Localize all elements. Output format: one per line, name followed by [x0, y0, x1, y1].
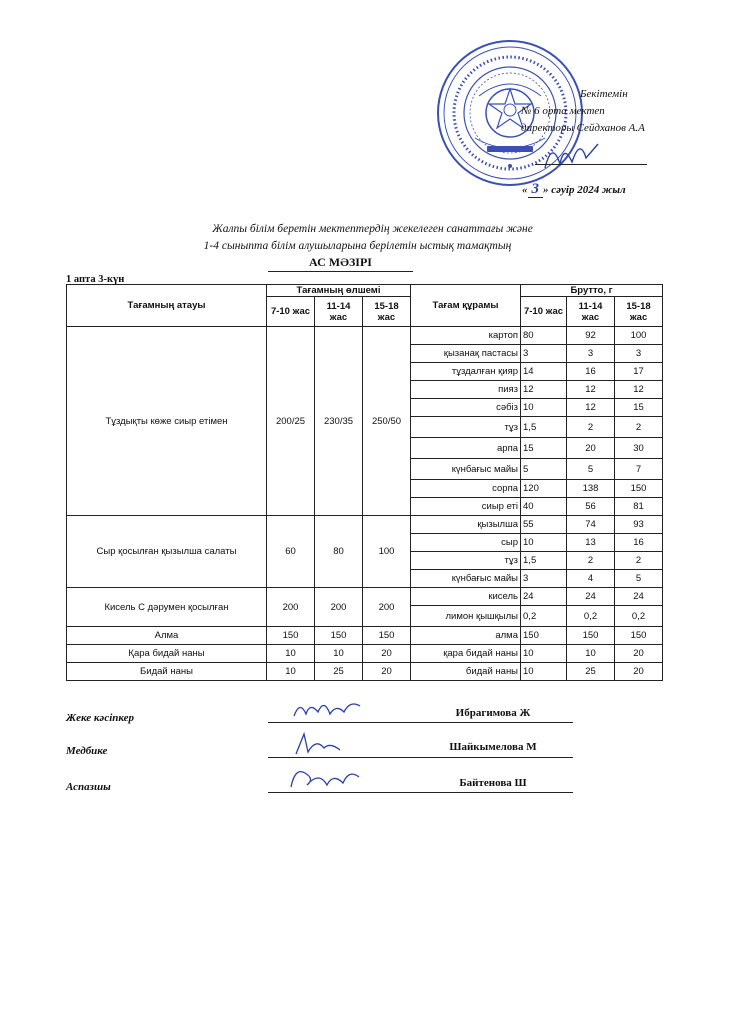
brutto-age3: 7: [615, 459, 663, 480]
brutto-age3: 0,2: [615, 606, 663, 627]
brutto-age1: 150: [521, 627, 567, 645]
header-portion-age3: 15-18 жас: [363, 297, 411, 327]
brutto-age1: 1,5: [521, 552, 567, 570]
brutto-age2: 16: [567, 363, 615, 381]
document-title-line1: Жалпы білім беретін мектептердің жекелеген санаттағы және: [212, 223, 533, 235]
header-portion-age2: 11-14 жас: [315, 297, 363, 327]
brutto-age3: 20: [615, 645, 663, 663]
approval-director: директоры Сейдханов А.А: [521, 122, 645, 134]
ingredient-name: қызылша: [411, 516, 521, 534]
name-line-entrepreneur: [413, 722, 573, 723]
table-row: [67, 588, 663, 606]
brutto-age1: 0,2: [521, 606, 567, 627]
portion-age2: 80: [315, 516, 363, 588]
header-portion: Тағамның өлшемі: [267, 285, 411, 297]
ingredient-name: алма: [411, 627, 521, 645]
brutto-age3: 2: [615, 417, 663, 438]
brutto-age1: 40: [521, 498, 567, 516]
brutto-age1: 24: [521, 588, 567, 606]
signature-name-nurse: Шайкымелова М: [449, 741, 537, 753]
brutto-age2: 2: [567, 417, 615, 438]
brutto-age2: 20: [567, 438, 615, 459]
header-portion-age1: 7-10 жас: [267, 297, 315, 327]
cook-signature: [285, 765, 365, 793]
nurse-signature: [290, 730, 350, 758]
brutto-age2: 4: [567, 570, 615, 588]
dish-name: Қара бидай наны: [67, 645, 267, 663]
dish-name: Сыр қосылған қызылша салаты: [67, 516, 267, 588]
brutto-age1: 5: [521, 459, 567, 480]
brutto-age1: 10: [521, 663, 567, 681]
brutto-age1: 10: [521, 645, 567, 663]
portion-age1: 200/25: [267, 327, 315, 516]
ingredient-name: лимон қышқылы: [411, 606, 521, 627]
menu-table: [66, 284, 663, 681]
signature-line-cook: [268, 792, 415, 793]
brutto-age2: 25: [567, 663, 615, 681]
brutto-age1: 10: [521, 534, 567, 552]
header-brutto: Брутто, г: [521, 285, 663, 297]
ingredient-name: сорпа: [411, 480, 521, 498]
brutto-age2: 3: [567, 345, 615, 363]
signature-role-entrepreneur: Жеке кәсіпкер: [66, 712, 135, 724]
brutto-age1: 1,5: [521, 417, 567, 438]
brutto-age2: 138: [567, 480, 615, 498]
portion-age1: 200: [267, 588, 315, 627]
brutto-age3: 5: [615, 570, 663, 588]
portion-age3: 200: [363, 588, 411, 627]
portion-age1: 150: [267, 627, 315, 645]
ingredient-name: тұздалған қияр: [411, 363, 521, 381]
brutto-age3: 93: [615, 516, 663, 534]
brutto-age1: 15: [521, 438, 567, 459]
brutto-age2: 5: [567, 459, 615, 480]
signature-name-cook: Байтенова Ш: [459, 777, 527, 789]
brutto-age1: 80: [521, 327, 567, 345]
ingredient-name: сәбіз: [411, 399, 521, 417]
table-row: [67, 627, 663, 645]
portion-age2: 230/35: [315, 327, 363, 516]
brutto-age3: 20: [615, 663, 663, 681]
brutto-age3: 150: [615, 627, 663, 645]
brutto-age2: 2: [567, 552, 615, 570]
ingredient-name: күнбағыс майы: [411, 570, 521, 588]
brutto-age1: 3: [521, 570, 567, 588]
ingredient-name: тұз: [411, 417, 521, 438]
portion-age3: 20: [363, 645, 411, 663]
brutto-age2: 12: [567, 399, 615, 417]
brutto-age3: 16: [615, 534, 663, 552]
brutto-age3: 150: [615, 480, 663, 498]
brutto-age1: 12: [521, 381, 567, 399]
brutto-age2: 0,2: [567, 606, 615, 627]
brutto-age2: 12: [567, 381, 615, 399]
dish-name: Кисель С дәрумен қосылған: [67, 588, 267, 627]
ingredient-name: кисель: [411, 588, 521, 606]
ingredient-name: сиыр еті: [411, 498, 521, 516]
brutto-age3: 2: [615, 552, 663, 570]
menu-body: [67, 327, 663, 681]
brutto-age1: 55: [521, 516, 567, 534]
portion-age1: 10: [267, 645, 315, 663]
brutto-age3: 100: [615, 327, 663, 345]
date-rest: » сәуір 2024 жыл: [543, 184, 626, 196]
header-brutto-age3: 15-18 жас: [615, 297, 663, 327]
brutto-age2: 24: [567, 588, 615, 606]
approval-school: № 6 орта мектеп: [521, 105, 605, 117]
approval-signature-line: [535, 164, 647, 165]
brutto-age3: 3: [615, 345, 663, 363]
portion-age3: 150: [363, 627, 411, 645]
portion-age2: 150: [315, 627, 363, 645]
brutto-age2: 10: [567, 645, 615, 663]
approval-heading: Бекітемін: [580, 88, 628, 100]
brutto-age1: 3: [521, 345, 567, 363]
header-dish: Тағамның атауы: [67, 285, 267, 327]
dish-name: Бидай наны: [67, 663, 267, 681]
ingredient-name: қызанақ пастасы: [411, 345, 521, 363]
approval-date: [522, 181, 626, 199]
brutto-age1: 14: [521, 363, 567, 381]
portion-age3: 250/50: [363, 327, 411, 516]
ingredient-name: тұз: [411, 552, 521, 570]
brutto-age1: 10: [521, 399, 567, 417]
brutto-age2: 74: [567, 516, 615, 534]
ingredient-name: қара бидай наны: [411, 645, 521, 663]
brutto-age3: 81: [615, 498, 663, 516]
signature-role-cook: Аспазшы: [66, 781, 111, 793]
brutto-age2: 92: [567, 327, 615, 345]
portion-age2: 25: [315, 663, 363, 681]
table-row: [67, 663, 663, 681]
portion-age1: 10: [267, 663, 315, 681]
brutto-age3: 15: [615, 399, 663, 417]
ingredient-name: арпа: [411, 438, 521, 459]
portion-age2: 10: [315, 645, 363, 663]
entrepreneur-signature: [290, 696, 370, 724]
ingredient-name: сыр: [411, 534, 521, 552]
signature-role-nurse: Медбике: [66, 745, 108, 757]
table-row: [67, 327, 663, 345]
ingredient-name: пияз: [411, 381, 521, 399]
brutto-age2: 13: [567, 534, 615, 552]
signature-line-entrepreneur: [268, 722, 415, 723]
brutto-age2: 56: [567, 498, 615, 516]
brutto-age3: 12: [615, 381, 663, 399]
date-open: «: [522, 184, 528, 196]
date-day: 3: [528, 181, 544, 198]
signature-line-nurse: [268, 757, 415, 758]
document-title-line2: 1-4 сыныпта білім алушыларына берілетін ыстық тамақтың: [203, 240, 512, 252]
director-signature: [540, 134, 610, 174]
brutto-age1: 120: [521, 480, 567, 498]
name-line-nurse: [413, 757, 573, 758]
dish-name: Алма: [67, 627, 267, 645]
week-day-label: 1 апта 3-күн: [66, 274, 125, 285]
brutto-age3: 24: [615, 588, 663, 606]
portion-age3: 100: [363, 516, 411, 588]
name-line-cook: [413, 792, 573, 793]
portion-age3: 20: [363, 663, 411, 681]
portion-age2: 200: [315, 588, 363, 627]
ingredient-name: картоп: [411, 327, 521, 345]
ingredient-name: күнбағыс майы: [411, 459, 521, 480]
header-brutto-age2: 11-14 жас: [567, 297, 615, 327]
ingredient-name: бидай наны: [411, 663, 521, 681]
header-composition: Тағам құрамы: [411, 285, 521, 327]
table-row: [67, 516, 663, 534]
header-brutto-age1: 7-10 жас: [521, 297, 567, 327]
table-row: [67, 645, 663, 663]
brutto-age3: 30: [615, 438, 663, 459]
portion-age1: 60: [267, 516, 315, 588]
brutto-age2: 150: [567, 627, 615, 645]
signature-name-entrepreneur: Ибрагимова Ж: [455, 707, 531, 719]
dish-name: Тұздықты көже сиыр етімен: [67, 327, 267, 516]
menu-title: АС МӘЗІРІ: [268, 255, 413, 272]
brutto-age3: 17: [615, 363, 663, 381]
